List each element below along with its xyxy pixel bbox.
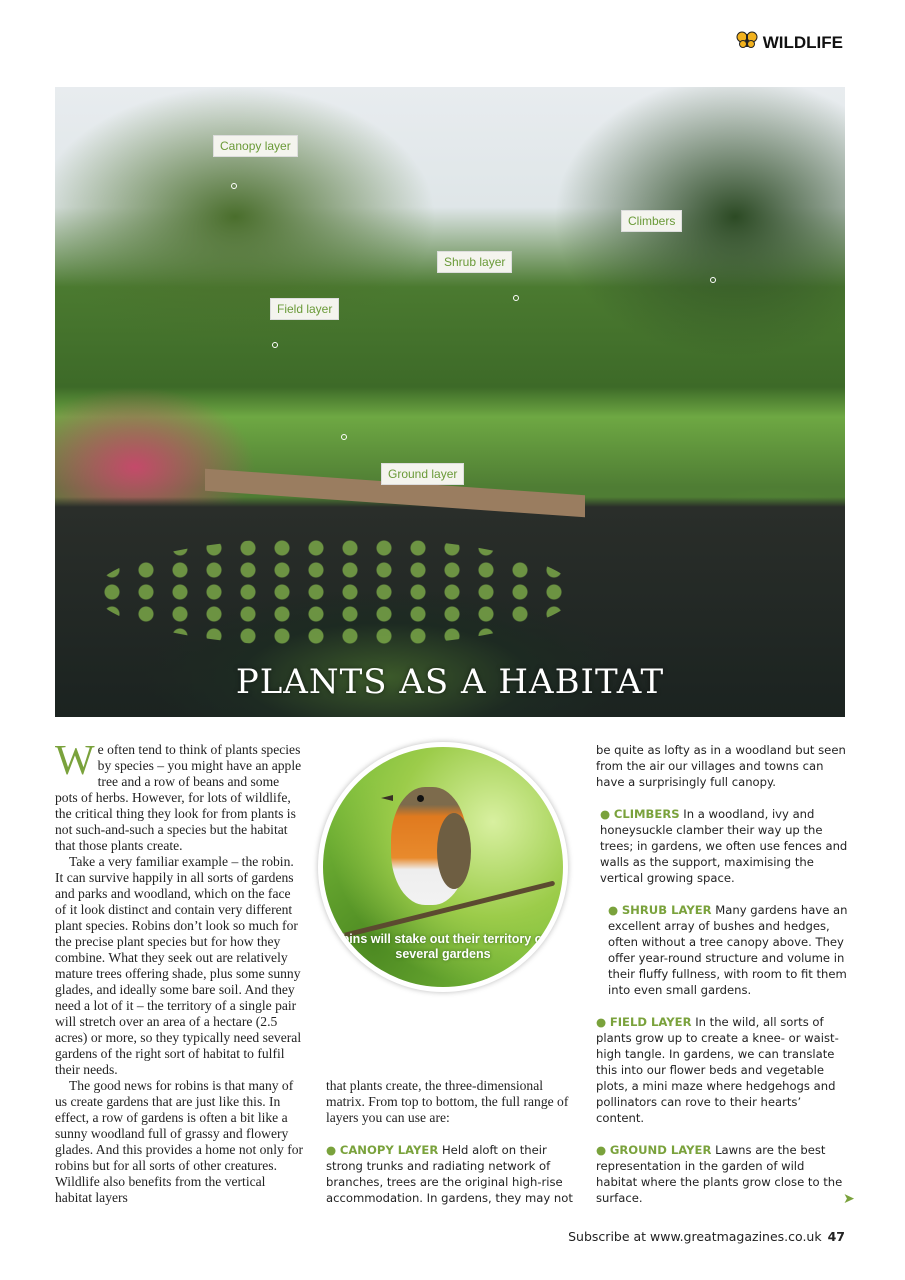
- robin-wing: [437, 813, 471, 889]
- bullet: ●: [326, 1143, 337, 1157]
- item-text: Many gardens have an excellent array of bushes and hedges, often without a tree canopy above. They offer year-round structure and volume in their fluffy fullness, with room to fit them into even small gardens.: [608, 903, 848, 997]
- bullet: ●: [596, 1015, 607, 1029]
- section-label: WILDLIFE: [762, 32, 843, 52]
- paragraph: The good news for robins is that many of us create gardens that are just like this. In effect, a row of gardens is often a bit like a sunny woodland full of grassy and flowery glades. And this provides a home not only for robins but for all sorts of other creatures. Wildlife also benefits from the vertical habitat layers: [55, 1078, 304, 1205]
- continue-arrow-icon: ➤: [843, 1190, 855, 1206]
- marker-dot: [231, 183, 237, 189]
- label-ground-layer: Ground layer: [381, 463, 464, 485]
- item-heading: CLIMBERS: [613, 807, 680, 821]
- butterfly-icon: [736, 31, 758, 54]
- canopy-layer-item: [326, 1142, 578, 1206]
- item-heading: CANOPY LAYER: [339, 1143, 439, 1157]
- item-text: In a woodland, ivy and honeysuckle clamber their way up the trees; in gardens, we often use fences and walls as the support, maximising the vertical growing space.: [600, 807, 848, 885]
- marker-dot: [710, 277, 716, 283]
- article-column-middle: [326, 1078, 578, 1206]
- article-column-right: [596, 742, 848, 1206]
- page-number: 47: [827, 1229, 845, 1244]
- label-climbers: Climbers: [621, 210, 682, 232]
- field-layer-item: [596, 1014, 848, 1126]
- label-shrub-layer: Shrub layer: [437, 251, 512, 273]
- item-heading: SHRUB LAYER: [621, 903, 712, 917]
- item-heading: FIELD LAYER: [609, 1015, 692, 1029]
- ground-layer-item: [596, 1142, 848, 1206]
- marker-dot: [513, 295, 519, 301]
- subscribe-link[interactable]: Subscribe at www.greatmagazines.co.uk: [568, 1229, 822, 1244]
- robin-photo: [318, 742, 568, 992]
- marker-dot: [272, 342, 278, 348]
- bullet: ●: [596, 1143, 607, 1157]
- footer: [568, 1229, 845, 1244]
- paragraph: that plants create, the three-dimensional matrix. From top to bottom, the full range of layers you can use are:: [326, 1078, 569, 1125]
- marker-dot: [341, 434, 347, 440]
- garden-photo: [55, 87, 845, 717]
- item-text: Held aloft on their strong trunks and radiating network of branches, trees are the original high-rise accommodation. In gardens, they may not: [326, 1143, 573, 1205]
- item-heading: GROUND LAYER: [609, 1143, 712, 1157]
- item-text: Lawns are the best representation in the garden of wild habitat where the plants grow close to the surface.: [596, 1143, 843, 1205]
- climbers-item: [596, 806, 848, 886]
- robin-eye: [417, 795, 424, 802]
- article-column-left: [55, 738, 305, 1206]
- paragraph: be quite as lofty as in a woodland but seen from the air our villages and towns can have a surprisingly full canopy.: [596, 743, 846, 789]
- drop-cap: W: [55, 738, 95, 784]
- robin-beak: [381, 795, 393, 801]
- section-header: [736, 31, 843, 54]
- article-title: PLANTS AS A HABITAT: [235, 662, 665, 702]
- paragraph: e often tend to think of plants species by species – you might have an apple tree and a row of beans and some pots of herbs. However, for lots of wildlife, the critical thing they look for from plants is not such-and-such a species but the habitat that those plants create.: [55, 742, 302, 853]
- bullet: ●: [600, 807, 611, 821]
- photo-caption: Robins will stake out their territory over several gardens: [324, 932, 562, 961]
- water-lilies: [95, 537, 575, 647]
- label-canopy-layer: Canopy layer: [213, 135, 298, 157]
- bullet: ●: [608, 903, 619, 917]
- item-text: In the wild, all sorts of plants grow up to create a knee- or waist-high tangle. In gardens, we can translate this into our flower beds and vegetable plots, a mini maze where hedgehogs and pollinators can rove to their hearts’ content.: [596, 1015, 839, 1125]
- shrub-layer-item: [596, 902, 848, 998]
- label-field-layer: Field layer: [270, 298, 339, 320]
- paragraph: Take a very familiar example – the robin. It can survive happily in all sorts of gardens and parks and woodland, which on the face of it look distinct and contain very different plant species. Robins don’t look so much for the precise plant species but for how they combine. What they seek out are relatively mature trees offering shade, plus some sunny glades, and ideally some bare soil. And they need a lot of it – the territory of a single pair will stretch over an area of a hectare (2.5 acres) or more, so they typically need several gardens of the right sort of habitat to fulfil their needs.: [55, 854, 302, 1077]
